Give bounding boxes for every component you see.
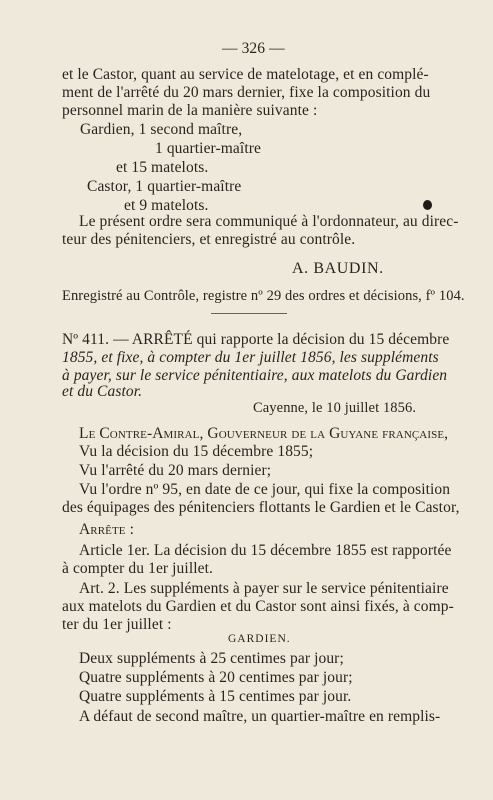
text-line: 1 quartier-maître [155,140,261,157]
text-line: Deux suppléments à 25 centimes par jour; [79,650,344,667]
text-line: ter du 1er juillet : [62,616,172,633]
text-line: Article 1er. La décision du 15 décembre 1855 est rapportée [79,542,452,559]
text-line: Quatre suppléments à 15 centimes par jour. [79,688,352,705]
text-line: ment de l'arrêté du 20 mars dernier, fixe la composition du [62,84,431,101]
place-date: Cayenne, le 10 juillet 1856. [253,400,417,416]
text-line: Quatre suppléments à 20 centimes par jour; [79,669,353,686]
ink-spot [423,200,432,210]
text-line: Castor, 1 quartier-maître [87,178,242,195]
text-line: Art. 2. Les suppléments à payer sur le service pénitentiaire [79,580,449,597]
text-line: et le Castor, quant au service de matelotage, et en complé- [62,66,429,83]
text-line: Vu la décision du 15 décembre 1855; [79,443,314,460]
text-line: et du Castor. [62,383,143,400]
text-line: à payer, sur le service pénitentiaire, aux matelots du Gardien [62,367,448,384]
text-line: à compter du 1er juillet. [62,560,213,577]
text-line: Arrête : [79,521,135,538]
text-line: Gardien, 1 second maître, [80,121,243,138]
text-line: Le Contre-Amiral, Gouverneur de la Guyane française, [79,425,449,442]
section-divider [211,313,287,314]
page-number: — 326 — [222,40,285,57]
text-line: et 9 matelots. [124,197,209,214]
text-line: Nº 411. — ARRÊTÉ qui rapporte la décision du 15 décembre [62,331,450,348]
text-line: A défaut de second maître, un quartier-maître en remplis- [79,708,441,725]
registration-note: Enregistré au Contrôle, registre nº 29 des ordres et décisions, fº 104. [62,288,465,304]
text-line: personnel marin de la manière suivante : [62,102,318,119]
text-line: des équipages des pénitenciers flottants le Gardien et le Castor, [62,499,460,516]
text-line: Vu l'arrêté du 20 mars dernier; [79,462,272,479]
text-line: Le présent ordre sera communiqué à l'ordonnateur, au direc- [79,213,459,230]
text-line: Vu l'ordre nº 95, en date de ce jour, qui fixe la composition [79,481,451,498]
text-line: 1855, et fixe, à compter du 1er juillet 1856, les suppléments [62,349,439,366]
text-line: aux matelots du Gardien et du Castor sont ainsi fixés, à comp- [62,598,454,615]
text-line: teur des pénitenciers, et enregistré au contrôle. [62,231,356,248]
text-line: et 15 matelots. [116,159,209,176]
section-heading: GARDIEN. [228,633,291,645]
signature-name: A. BAUDIN. [292,260,384,277]
